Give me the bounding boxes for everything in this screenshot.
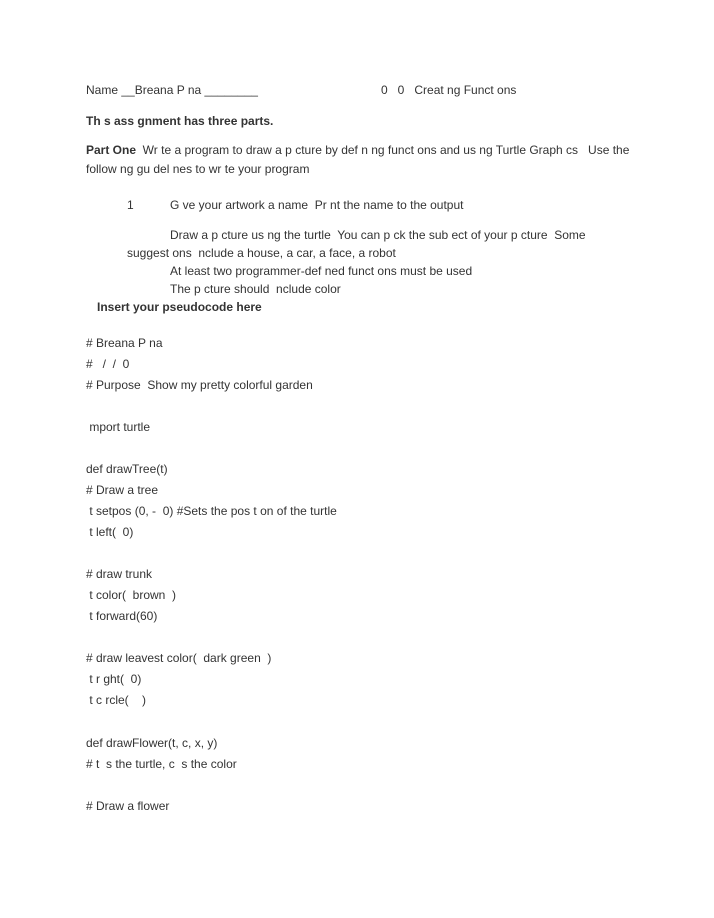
guideline-item-4: The p cture should nclude color	[170, 282, 341, 296]
code-line: t setpos (0, - 0) #Sets the pos t on of the turtle	[86, 504, 337, 518]
part-one-label: Part One	[86, 143, 137, 157]
code-line: def drawTree(t)	[86, 462, 168, 476]
code-line: # / / 0	[86, 357, 130, 371]
guideline-item-1: G ve your artwork a name Pr nt the name to the output	[170, 198, 464, 212]
code-line: t c rcle( )	[86, 693, 146, 707]
code-line: # Draw a tree	[86, 483, 159, 497]
guideline-number-1: 1	[127, 198, 134, 212]
code-line: mport turtle	[86, 420, 151, 434]
code-line: t r ght( 0)	[86, 672, 142, 686]
assignment-parts-text: Th s ass gnment has three parts.	[86, 114, 274, 128]
code-line: # draw trunk	[86, 567, 153, 581]
code-line: # t s the turtle, c s the color	[86, 757, 237, 771]
code-line: # Draw a flower	[86, 799, 170, 813]
part-one-text: Wr te a program to draw a p cture by def n ng funct ons and us ng Turtle Graph cs Use the	[136, 143, 630, 157]
code-line: t left( 0)	[86, 525, 134, 539]
insert-pseudocode-label: Insert your pseudocode here	[97, 300, 262, 314]
guideline-item-3: At least two programmer-def ned funct ons must be used	[170, 264, 473, 278]
code-line: t color( brown )	[86, 588, 177, 602]
student-name: Name __Breana P na ________	[86, 83, 258, 97]
assignment-title: 0 0 Creat ng Funct ons	[381, 83, 517, 97]
part-one-line-2: follow ng gu del nes to wr te your program	[86, 162, 310, 176]
part-one-line-1	[86, 143, 629, 157]
code-line: def drawFlower(t, c, x, y)	[86, 736, 218, 750]
code-line: # draw leavest color( dark green )	[86, 651, 272, 665]
guideline-item-2-line-2: suggest ons nclude a house, a car, a face, a robot	[127, 246, 396, 260]
code-line: # Purpose Show my pretty colorful garden	[86, 378, 313, 392]
code-line: # Breana P na	[86, 336, 163, 350]
guideline-item-2-line-1: Draw a p cture us ng the turtle You can p ck the sub ect of your p cture Some	[170, 228, 586, 242]
code-line: t forward(60)	[86, 609, 158, 623]
